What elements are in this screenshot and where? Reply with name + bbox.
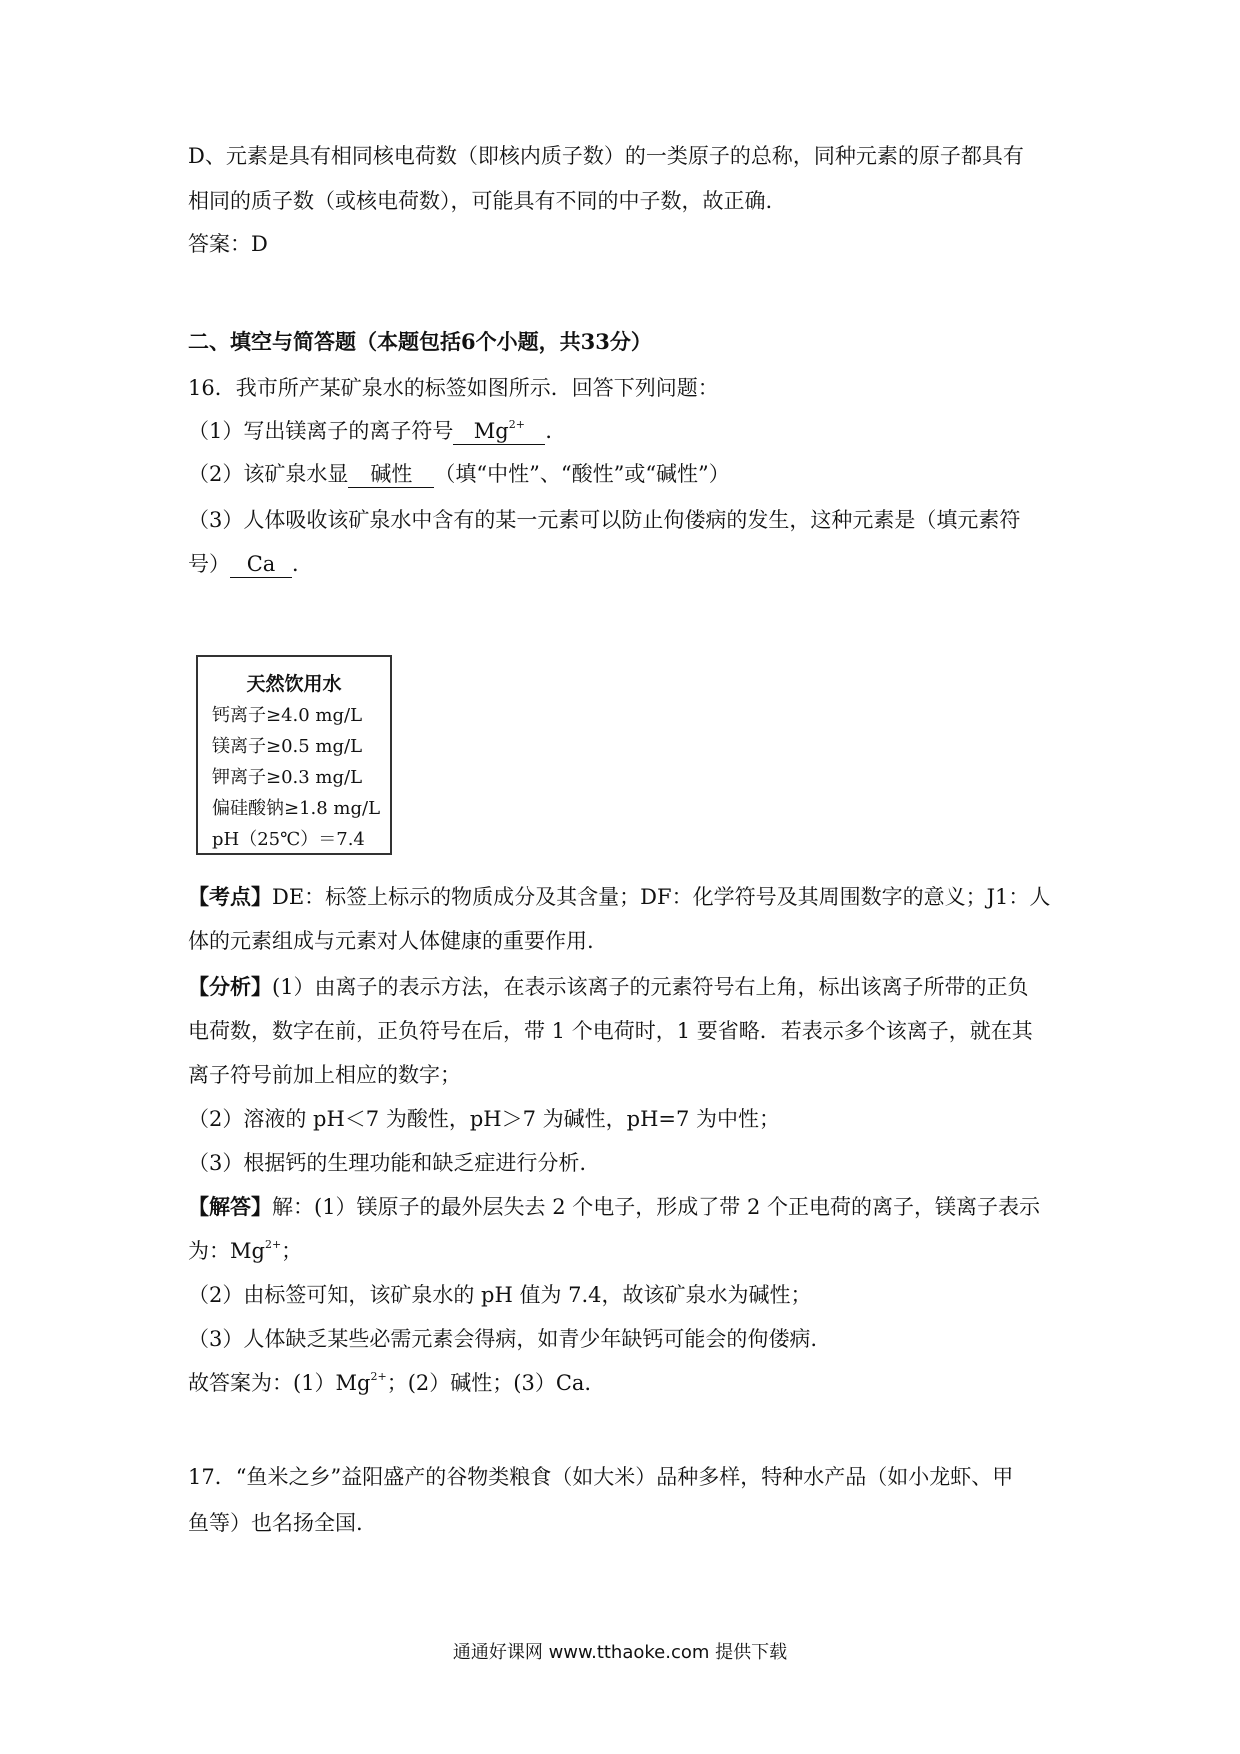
final-answer-line: 故答案为：$(1)Mg^{2+}$；(2）碱性；(3）Ca. — [188, 1370, 592, 1395]
label-row: 镁离子≥0.5 mg/L — [212, 736, 363, 757]
blank-answer-3: Ca — [230, 551, 292, 578]
fenxi-line-5: （3）根据钙的生理功能和缺乏症进行分析. — [188, 1151, 587, 1175]
blank-answer-2: 碱性 — [348, 461, 434, 488]
label-row: 钙离子≥4.0 mg/L — [212, 705, 363, 726]
blank-answer-1: $Mg^{2+}$ — [453, 418, 545, 445]
jieda-line-4: （3）人体缺乏某些必需元素会得病，如青少年缺钙可能会的佝偻病. — [188, 1327, 818, 1351]
label-row: 钾离子≥0.3 mg/L — [212, 767, 363, 788]
question-16-stem: 16．我市所产某矿泉水的标签如图所示．回答下列问题： — [188, 376, 719, 400]
question-16-part-2: （2）该矿泉水显 碱性 （填“中性”、“酸性”或“碱性”） — [188, 462, 730, 486]
question-17-line-1: 17．“鱼米之乡”益阳盛产的谷物类粮食（如大米）品种多样，特种水产品（如小龙虾、甲 — [188, 1465, 1014, 1489]
jieda-line-2: 为：$Mg^{2+}$； — [188, 1238, 303, 1263]
label-title: 天然饮用水 — [246, 673, 342, 695]
section-title: 二、填空与简答题（本题包括6个小题，共33分） — [188, 329, 652, 354]
label-row: 偏硅酸钠≥1.8 mg/L — [212, 798, 381, 819]
option-d-line-2: 相同的质子数（或核电荷数），可能具有不同的中子数，故正确. — [188, 189, 773, 213]
fenxi-line-3: 离子符号前加上相应的数字； — [188, 1063, 461, 1087]
kaodian-line-2: 体的元素组成与元素对人体健康的重要作用. — [188, 929, 594, 953]
question-16-part-3-line-1: （3）人体吸收该矿泉水中含有的某一元素可以防止佝偻病的发生，这种元素是（填元素符 — [188, 508, 1021, 532]
fenxi-line-2: 电荷数，数字在前，正负符号在后，带 1 个电荷时，1 要省略．若表示多个该离子，就在其 — [188, 1019, 1033, 1043]
fenxi-line-1: 【分析】(1）由离子的表示方法，在表示该离子的元素符号右上角，标出该离子所带的正负 — [188, 974, 1029, 999]
jieda-line-3: （2）由标签可知，该矿泉水的 pH 值为 7.4，故该矿泉水为碱性； — [188, 1283, 812, 1307]
question-16-part-1: （1）写出镁离子的离子符号 $Mg^{2+}$ ． — [188, 418, 567, 443]
question-16-part-3-line-2: 号） Ca ． — [188, 552, 313, 576]
kaodian-line-1: 【考点】DE：标签上标示的物质成分及其含量；DF：化学符号及其周围数字的意义；J1：人 — [188, 884, 1051, 909]
option-d-line-1: D、元素是具有相同核电荷数（即核内质子数）的一类原子的总称，同种元素的原子都具有 — [188, 144, 1024, 168]
fenxi-line-4: （2）溶液的 pH＜7 为酸性，pH＞7 为碱性，pH=7 为中性； — [188, 1107, 781, 1131]
jieda-line-1: 【解答】解：(1）镁原子的最外层失去 2 个电子，形成了带 2 个正电荷的离子，镁离子表示 — [188, 1194, 1040, 1219]
page-footer: 通通好课网 www.tthaoke.com 提供下载 — [452, 1642, 788, 1663]
answer-line: 答案：D — [188, 232, 268, 256]
mineral-water-label — [196, 655, 392, 855]
label-row: pH（25℃）＝7.4 — [212, 829, 365, 850]
question-17-line-2: 鱼等）也名扬全国. — [188, 1511, 363, 1535]
